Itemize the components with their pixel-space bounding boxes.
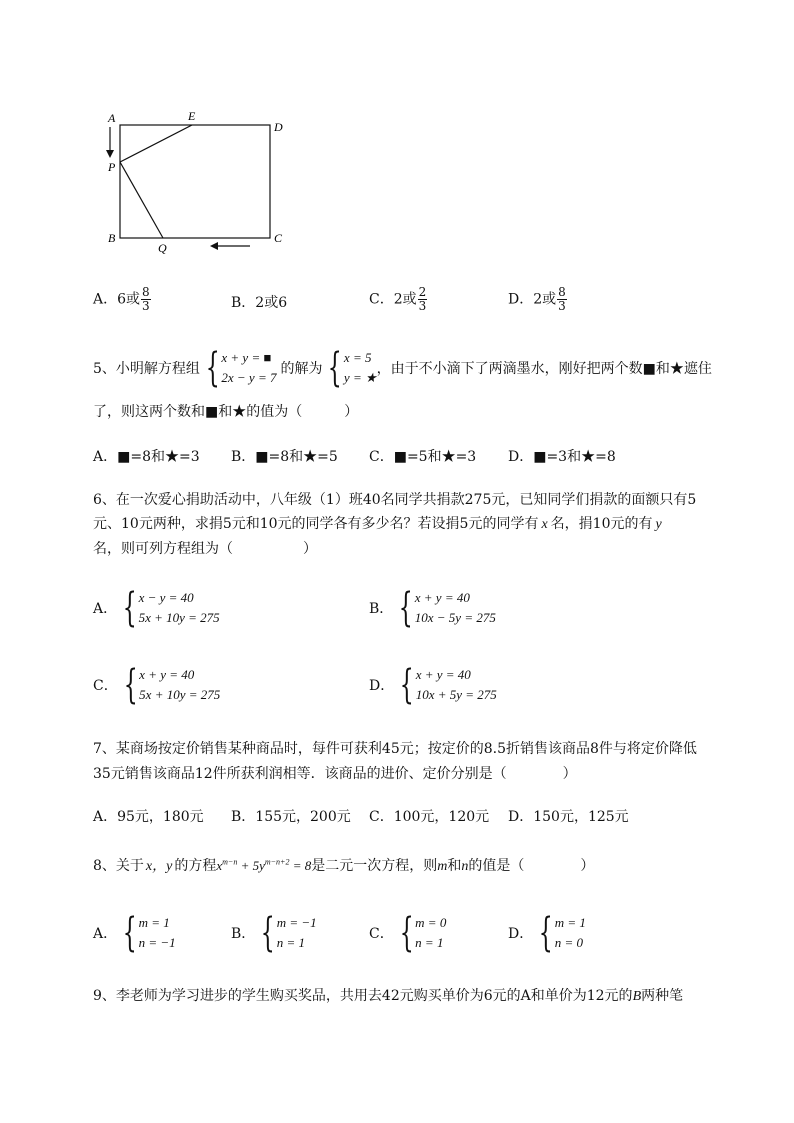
q6-option-c[interactable]: C． { x + y = 40 5x + 10y = 275 xyxy=(93,662,221,708)
q8-option-c[interactable]: C． { m = 0 n = 1 xyxy=(369,910,447,956)
segment-pq xyxy=(120,162,163,238)
arrow-down-head xyxy=(106,150,114,158)
geometry-figure xyxy=(100,105,300,260)
q5-option-c[interactable]: C．■=5和★=3 xyxy=(369,449,477,465)
q5-stem-line1 xyxy=(93,345,712,391)
q6-stem-line1: 6、在一次爱心捐助活动中，八年级（1）班40名同学共捐款275元，已知同学们捐款的面额只有5 xyxy=(93,492,697,508)
q8-option-b[interactable]: B． { m = −1 n = 1 xyxy=(231,910,317,956)
q5-option-b[interactable]: B．■=8和★=5 xyxy=(231,449,338,465)
q4-option-a-fraction: $\frac{8}{3}$ xyxy=(142,285,150,313)
label-b: B xyxy=(108,231,116,245)
q5-suffix: ，由于不小滴下了两滴墨水，刚好把两个数■和★遮住 xyxy=(376,361,712,377)
q4-option-c-label: C．2或 xyxy=(369,291,417,308)
q4-option-b[interactable] xyxy=(231,292,287,312)
q6-option-a-system: { x − y = 40 5x + 10y = 275 xyxy=(122,585,220,631)
q6-option-d[interactable]: D． { x + y = 40 10x + 5y = 275 xyxy=(369,662,497,708)
q8-option-b-system: { m = −1 n = 1 xyxy=(261,910,317,956)
q4-option-a-label: A．6或 xyxy=(93,291,141,308)
q5-prefix: 5、小明解方程组 xyxy=(93,361,200,377)
label-p: P xyxy=(108,160,116,174)
q8-option-d[interactable]: D． { m = 1 n = 0 xyxy=(508,910,586,956)
q6-stem-line3: 名，则可列方程组为（ ） xyxy=(93,541,317,557)
q7-stem-line1: 7、某商场按定价销售某种商品时，每件可获利45元；按定价的8.5折销售该商品8件与将定价降低 xyxy=(93,741,697,757)
rectangle-abcd xyxy=(120,125,270,238)
q6-option-d-system: { x + y = 40 10x + 5y = 275 xyxy=(399,662,497,708)
q5-system-1: { x + y = ■ 2x − y = 7 xyxy=(205,345,277,391)
q5-option-a[interactable]: A．■=8和★=3 xyxy=(93,449,200,465)
q6-option-c-system: { x + y = 40 5x + 10y = 275 xyxy=(123,662,221,708)
segment-pe xyxy=(120,125,192,162)
q4-option-d-label: D．2或 xyxy=(508,291,557,308)
q4-option-c[interactable] xyxy=(369,286,427,313)
q8-equation: $x^{m-n} + 5y^{m-n+2} = 8$ xyxy=(216,857,312,873)
q6-option-a[interactable]: A． { x − y = 40 5x + 10y = 275 xyxy=(93,585,220,631)
q6-stem-line2: 元、10元两种，求捐5元和10元的同学各有多少名？若设捐5元的同学有 x 名，捐10元的有 y xyxy=(93,516,662,532)
q5-option-d[interactable]: D．■=3和★=8 xyxy=(508,449,616,465)
q8-option-a-system: { m = 1 n = −1 xyxy=(122,910,176,956)
q8-option-d-system: { m = 1 n = 0 xyxy=(538,910,586,956)
q7-option-c[interactable]: C．100元，120元 xyxy=(369,809,490,825)
label-e: E xyxy=(188,109,196,123)
label-q: Q xyxy=(158,241,167,255)
q4-option-d-fraction: $\frac{8}{3}$ xyxy=(558,285,566,313)
label-d: D xyxy=(274,120,283,134)
q5-mid: 的解为 xyxy=(280,361,323,377)
arrow-left-head xyxy=(210,242,218,250)
q8-option-a[interactable]: A． { m = 1 n = −1 xyxy=(93,910,176,956)
q5-system-2: { x = 5 y = ★ xyxy=(328,345,377,391)
q8-option-c-system: { m = 0 n = 1 xyxy=(399,910,447,956)
q4-option-c-fraction: $\frac{2}{3}$ xyxy=(418,285,427,313)
q8-stem: 8、关于 x，y 的方程$x^{m-n} + 5y^{m-n+2} = 8$是二元一次方程，则m和n的值是（ ） xyxy=(93,857,595,874)
q4-option-d[interactable] xyxy=(508,286,567,313)
q7-option-d[interactable]: D．150元，125元 xyxy=(508,809,629,825)
label-c: C xyxy=(274,231,283,245)
q4-option-a[interactable] xyxy=(93,286,151,313)
q5-stem-line2: 了，则这两个数和■和★的值为（ ） xyxy=(93,404,359,420)
q6-option-b-system: { x + y = 40 10x − 5y = 275 xyxy=(399,585,496,631)
q6-option-b[interactable]: B． { x + y = 40 10x − 5y = 275 xyxy=(369,585,496,631)
q4-option-b-label: B．2或6 xyxy=(231,295,288,311)
q7-option-a[interactable]: A．95元，180元 xyxy=(93,809,204,825)
label-a: A xyxy=(108,111,116,125)
q7-stem-line2: 35元销售该商品12件所获利润相等．该商品的进价、定价分别是（ ） xyxy=(93,766,577,782)
q9-stem-line1: 9、李老师为学习进步的学生购买奖品，共用去42元购买单价为6元的A和单价为12元的B两种笔 xyxy=(93,988,684,1004)
q7-option-b[interactable]: B．155元，200元 xyxy=(231,809,351,825)
